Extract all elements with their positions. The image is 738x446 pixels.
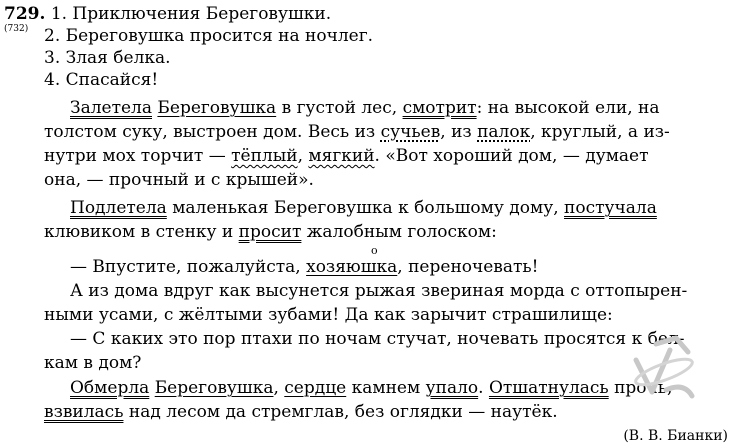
predicate-word: Подлетела [70, 198, 167, 218]
plan-item-2: 2. Береговушка просится на ночлег. [44, 26, 374, 46]
text-line-10: — С каких это пор птахи по ночам стучат, ночевать просятся к бел- [70, 329, 685, 349]
text-line-8: А из дома вдруг как высунется рыжая звериная морда с оттопырен- [70, 281, 688, 301]
exercise-header [4, 4, 331, 24]
object-word: палок [477, 122, 531, 142]
predicate-word: взвилась [44, 402, 124, 422]
address-word: хозяюшка [306, 257, 398, 277]
text-line-3: нутри мох торчит — тёплый, мягкий. «Вот хороший дом, — думает [44, 146, 649, 166]
text-line-11: кам в дом? [44, 353, 142, 373]
plan-item-1: 1. Приключения Береговушки. [50, 4, 332, 24]
bird-watermark-icon [626, 330, 702, 410]
text-line-13: взвилась над лесом да стремглав, без оглядки — наутёк. [44, 402, 558, 422]
text-line-2: толстом суку, выстроен дом. Весь из сучьев, из палок, круглый, а из- [44, 122, 670, 142]
predicate-word: Залетела [70, 98, 152, 118]
text-line-12: Обмерла Береговушка, сердце камнем упало. Отшатнулась прочь, [70, 378, 673, 398]
attribute-word: мягкий [308, 146, 375, 166]
text-line-6: клювиком в стенку и просит жалобным голоском: [44, 222, 497, 242]
text-line-7: — Впустите, пожалуйста, хозяюшка, переночевать! [70, 257, 539, 277]
object-word: сучьев [380, 122, 441, 142]
exercise-ref-number: (732) [4, 24, 29, 34]
subject-word: сердце [284, 378, 347, 398]
predicate-word: постучала [564, 198, 657, 218]
predicate-word: упало [425, 378, 479, 398]
predicate-word: просит [238, 222, 302, 242]
text-line-4: она, — прочный и с крышей». [44, 170, 314, 190]
attribute-word: тёплый [231, 146, 298, 166]
predicate-word: Отшатнулась [488, 378, 609, 398]
predicate-word: смотрит [402, 98, 477, 118]
predicate-word: Обмерла [70, 378, 150, 398]
text-line-1: Залетела Береговушка в густой лес, смотрит: на высокой ели, на [70, 98, 660, 118]
address-mark: о [371, 244, 378, 257]
author-credit: (В. В. Бианки) [623, 428, 728, 444]
text-line-9: ными усами, с жёлтыми зубами! Да как зарычит страшилище: [44, 305, 613, 325]
plan-item-3: 3. Злая белка. [44, 48, 171, 68]
text-line-5: Подлетела маленькая Береговушка к большому дому, постучала [70, 198, 657, 218]
plan-item-4: 4. Спасайся! [44, 70, 159, 90]
subject-word: Береговушка [157, 98, 277, 118]
exercise-number: 729. [4, 4, 46, 24]
subject-word: Береговушка [154, 378, 274, 398]
